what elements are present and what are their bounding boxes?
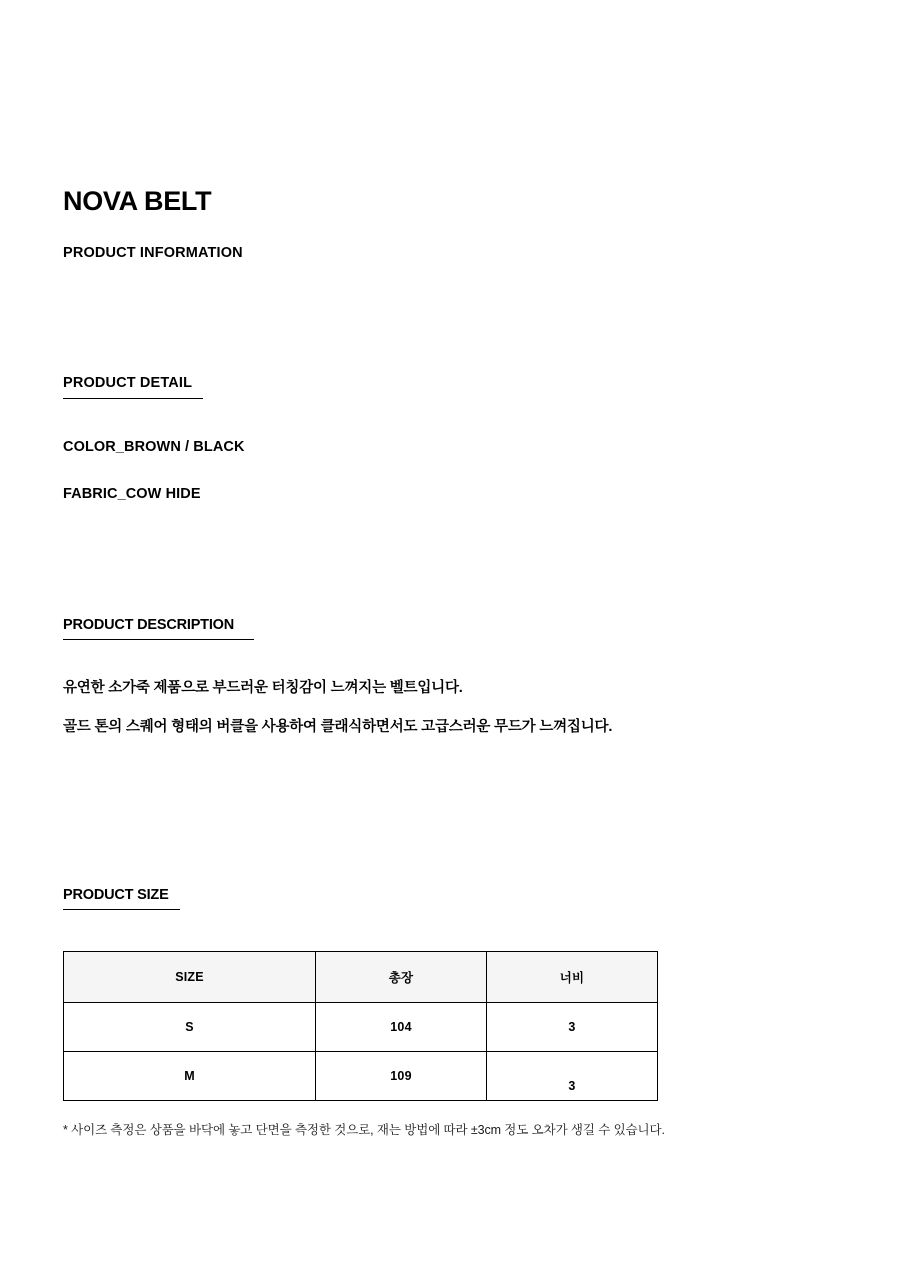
description-line-2: 골드 톤의 스퀘어 형태의 버클을 사용하여 클래식하면서도 고급스러운 무드가 느껴집니다. xyxy=(63,719,613,735)
table-row xyxy=(64,1052,658,1101)
size-table-container xyxy=(63,951,657,1101)
size-measurement-note: * 사이즈 측정은 상품을 바닥에 놓고 단면을 측정한 것으로, 재는 방법에 따라 ±3cm 정도 오차가 생길 수 있습니다. xyxy=(63,1123,665,1137)
section-heading-product-detail: PRODUCT DETAIL xyxy=(63,375,193,391)
cell-size-m: M xyxy=(64,1052,316,1101)
page-title: NOVA BELT xyxy=(63,186,212,216)
cell-length-s: 104 xyxy=(316,1003,487,1052)
table-header-row xyxy=(64,952,658,1003)
size-table xyxy=(63,951,658,1101)
column-header-size: SIZE xyxy=(64,952,316,1003)
section-heading-product-information: PRODUCT INFORMATION xyxy=(63,245,243,261)
size-table-header xyxy=(64,952,658,1003)
spec-fabric: FABRIC_COW HIDE xyxy=(63,486,201,502)
section-underline-product-detail xyxy=(63,398,203,399)
section-heading-product-size: PRODUCT SIZE xyxy=(63,887,169,903)
column-header-width: 너비 xyxy=(487,952,658,1003)
spec-color: COLOR_BROWN / BLACK xyxy=(63,439,245,455)
section-heading-product-description: PRODUCT DESCRIPTION xyxy=(63,617,235,633)
section-underline-product-size xyxy=(63,909,180,910)
table-row xyxy=(64,1003,658,1052)
cell-width-m: 3 xyxy=(487,1052,658,1101)
size-table-body xyxy=(64,1003,658,1101)
cell-size-s: S xyxy=(64,1003,316,1052)
description-line-1: 유연한 소가죽 제품으로 부드러운 터칭감이 느껴지는 벨트입니다. xyxy=(63,680,463,696)
section-underline-product-description xyxy=(63,639,254,640)
cell-length-m: 109 xyxy=(316,1052,487,1101)
column-header-length: 총장 xyxy=(316,952,487,1003)
cell-width-s: 3 xyxy=(487,1003,658,1052)
